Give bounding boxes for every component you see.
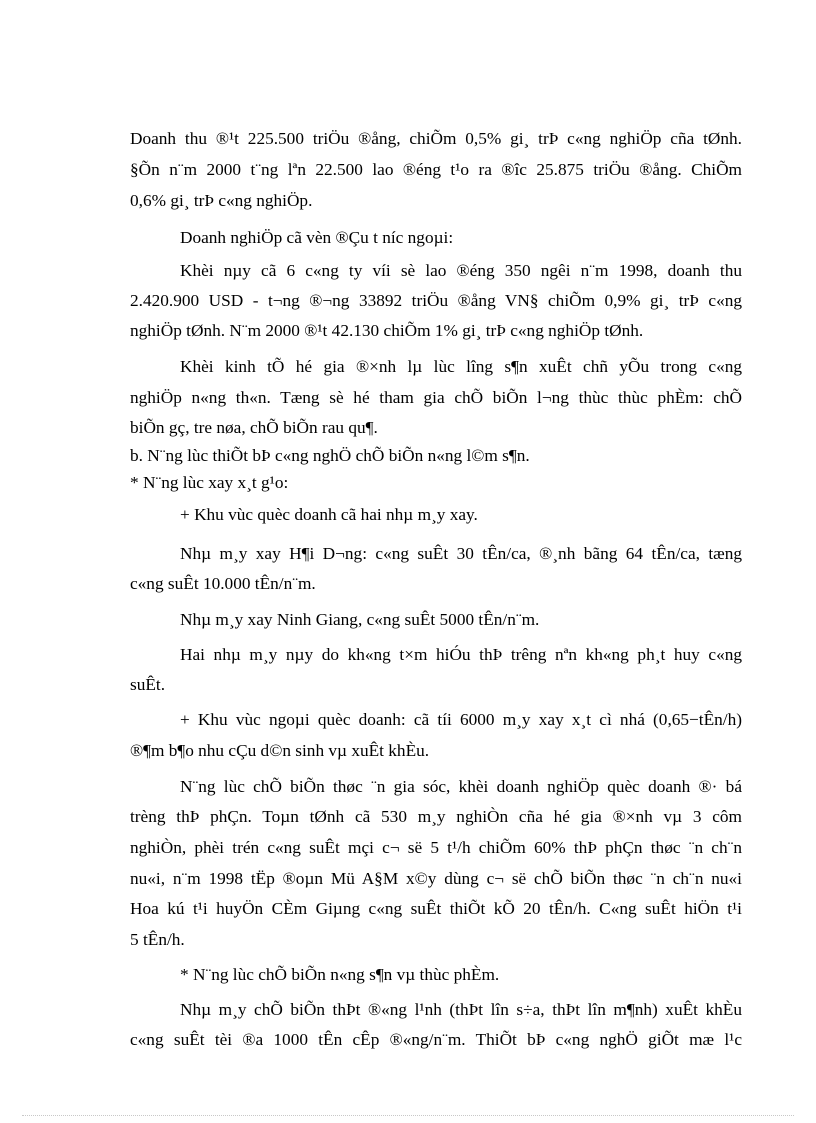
text-line: + Khu vùc ngoµi quèc doanh: cã tíi 6000 m¸y xay x¸t cì nhá (0,65−tÊn/h) — [180, 710, 742, 729]
text-line: nghiÒn, phèi trén c«ng suÊt mçi c¬ së 5 t¹/h chiÕm 60% thÞ phÇn thøc ¨n ch¨n — [130, 838, 742, 857]
text-line: c«ng suÊt 10.000 tÊn/n¨m. — [130, 574, 316, 593]
text-line: §Õn n¨m 2000 t¨ng lªn 22.500 lao ®éng t¹o ra ®îc 25.875 triÖu ®ång. ChiÕm — [130, 160, 742, 179]
text-line: 5 tÊn/h. — [130, 930, 185, 949]
subsection-heading: * N¨ng lùc xay x¸t g¹o: — [130, 473, 289, 492]
text-line: Nhµ m¸y xay Ninh Giang, c«ng suÊt 5000 tÊn/n¨m. — [180, 610, 540, 629]
text-line: Doanh thu ®¹t 225.500 triÖu ®ång, chiÕm 0,5% gi¸ trÞ c«ng nghiÖp cña tØnh. — [130, 129, 742, 148]
text-line: Khèi nµy cã 6 c«ng ty víi sè lao ®éng 350 ngêi n¨m 1998, doanh thu — [180, 261, 742, 280]
text-line: trèng thÞ phÇn. Toµn tØnh cã 530 m¸y nghiÒn cña hé gia ®×nh vµ 3 côm — [130, 807, 742, 826]
text-line: suÊt. — [130, 675, 166, 694]
text-line: ®¶m b¶o nhu cÇu d©n sinh vµ xuÊt khÈu. — [130, 741, 430, 760]
text-line: nghiÖp n«ng th«n. Tæng sè hé tham gia chÕ biÕn l¬ng thùc thùc phÈm: chÕ — [130, 388, 742, 407]
page-bottom-rule — [22, 1115, 794, 1116]
text-line: + Khu vùc quèc doanh cã hai nhµ m¸y xay. — [180, 505, 478, 524]
text-line: nu«i, n¨m 1998 tËp ®oµn Mü A§M x©y dùng c¬ së chÕ biÕn thøc ¨n ch¨n nu«i — [130, 869, 742, 888]
text-line: biÕn gç, tre nøa, chÕ biÕn rau qu¶. — [130, 418, 378, 437]
text-line: c«ng suÊt tèi ®a 1000 tÊn cÊp ®«ng/n¨m. ThiÕt bÞ c«ng nghÖ giÕt mæ l¹c — [130, 1030, 742, 1049]
section-heading: b. N¨ng lùc thiÕt bÞ c«ng nghÖ chÕ biÕn n«ng l©m s¶n. — [130, 446, 530, 465]
text-line: Nhµ m¸y xay H¶i D¬ng: c«ng suÊt 30 tÊn/ca, ®¸nh bãng 64 tÊn/ca, tæng — [180, 544, 742, 563]
text-line: 0,6% gi¸ trÞ c«ng nghiÖp. — [130, 191, 313, 210]
text-line: Hai nhµ m¸y nµy do kh«ng t×m hiÓu thÞ trêng nªn kh«ng ph¸t huy c«ng — [180, 645, 742, 664]
text-line: Nhµ m¸y chÕ biÕn thÞt ®«ng l¹nh (thÞt lîn s÷a, thÞt lîn m¶nh) xuÊt khÈu — [180, 1000, 742, 1019]
text-line: nghiÖp tØnh. N¨m 2000 ®¹t 42.130 chiÕm 1% gi¸ trÞ c«ng nghiÖp tØnh. — [130, 321, 644, 340]
paragraph-heading: Doanh nghiÖp cã vèn ®Çu t níc ngoµi: — [180, 228, 454, 247]
text-line: Khèi kinh tÕ hé gia ®×nh lµ lùc lîng s¶n xuÊt chñ yÕu trong c«ng — [180, 357, 742, 376]
text-line: Hoa kú t¹i huyÖn CÈm Giµng c«ng suÊt thiÕt kÕ 20 tÊn/h. C«ng suÊt hiÖn t¹i — [130, 899, 742, 918]
subsection-heading: * N¨ng lùc chÕ biÕn n«ng s¶n vµ thùc phÈm. — [180, 965, 500, 984]
text-line: N¨ng lùc chÕ biÕn thøc ¨n gia sóc, khèi doanh nghiÖp quèc doanh ®· bá — [180, 777, 742, 796]
text-line: 2.420.900 USD - t¬ng ®¬ng 33892 triÖu ®ång VN§ chiÕm 0,9% gi¸ trÞ c«ng — [130, 291, 742, 310]
